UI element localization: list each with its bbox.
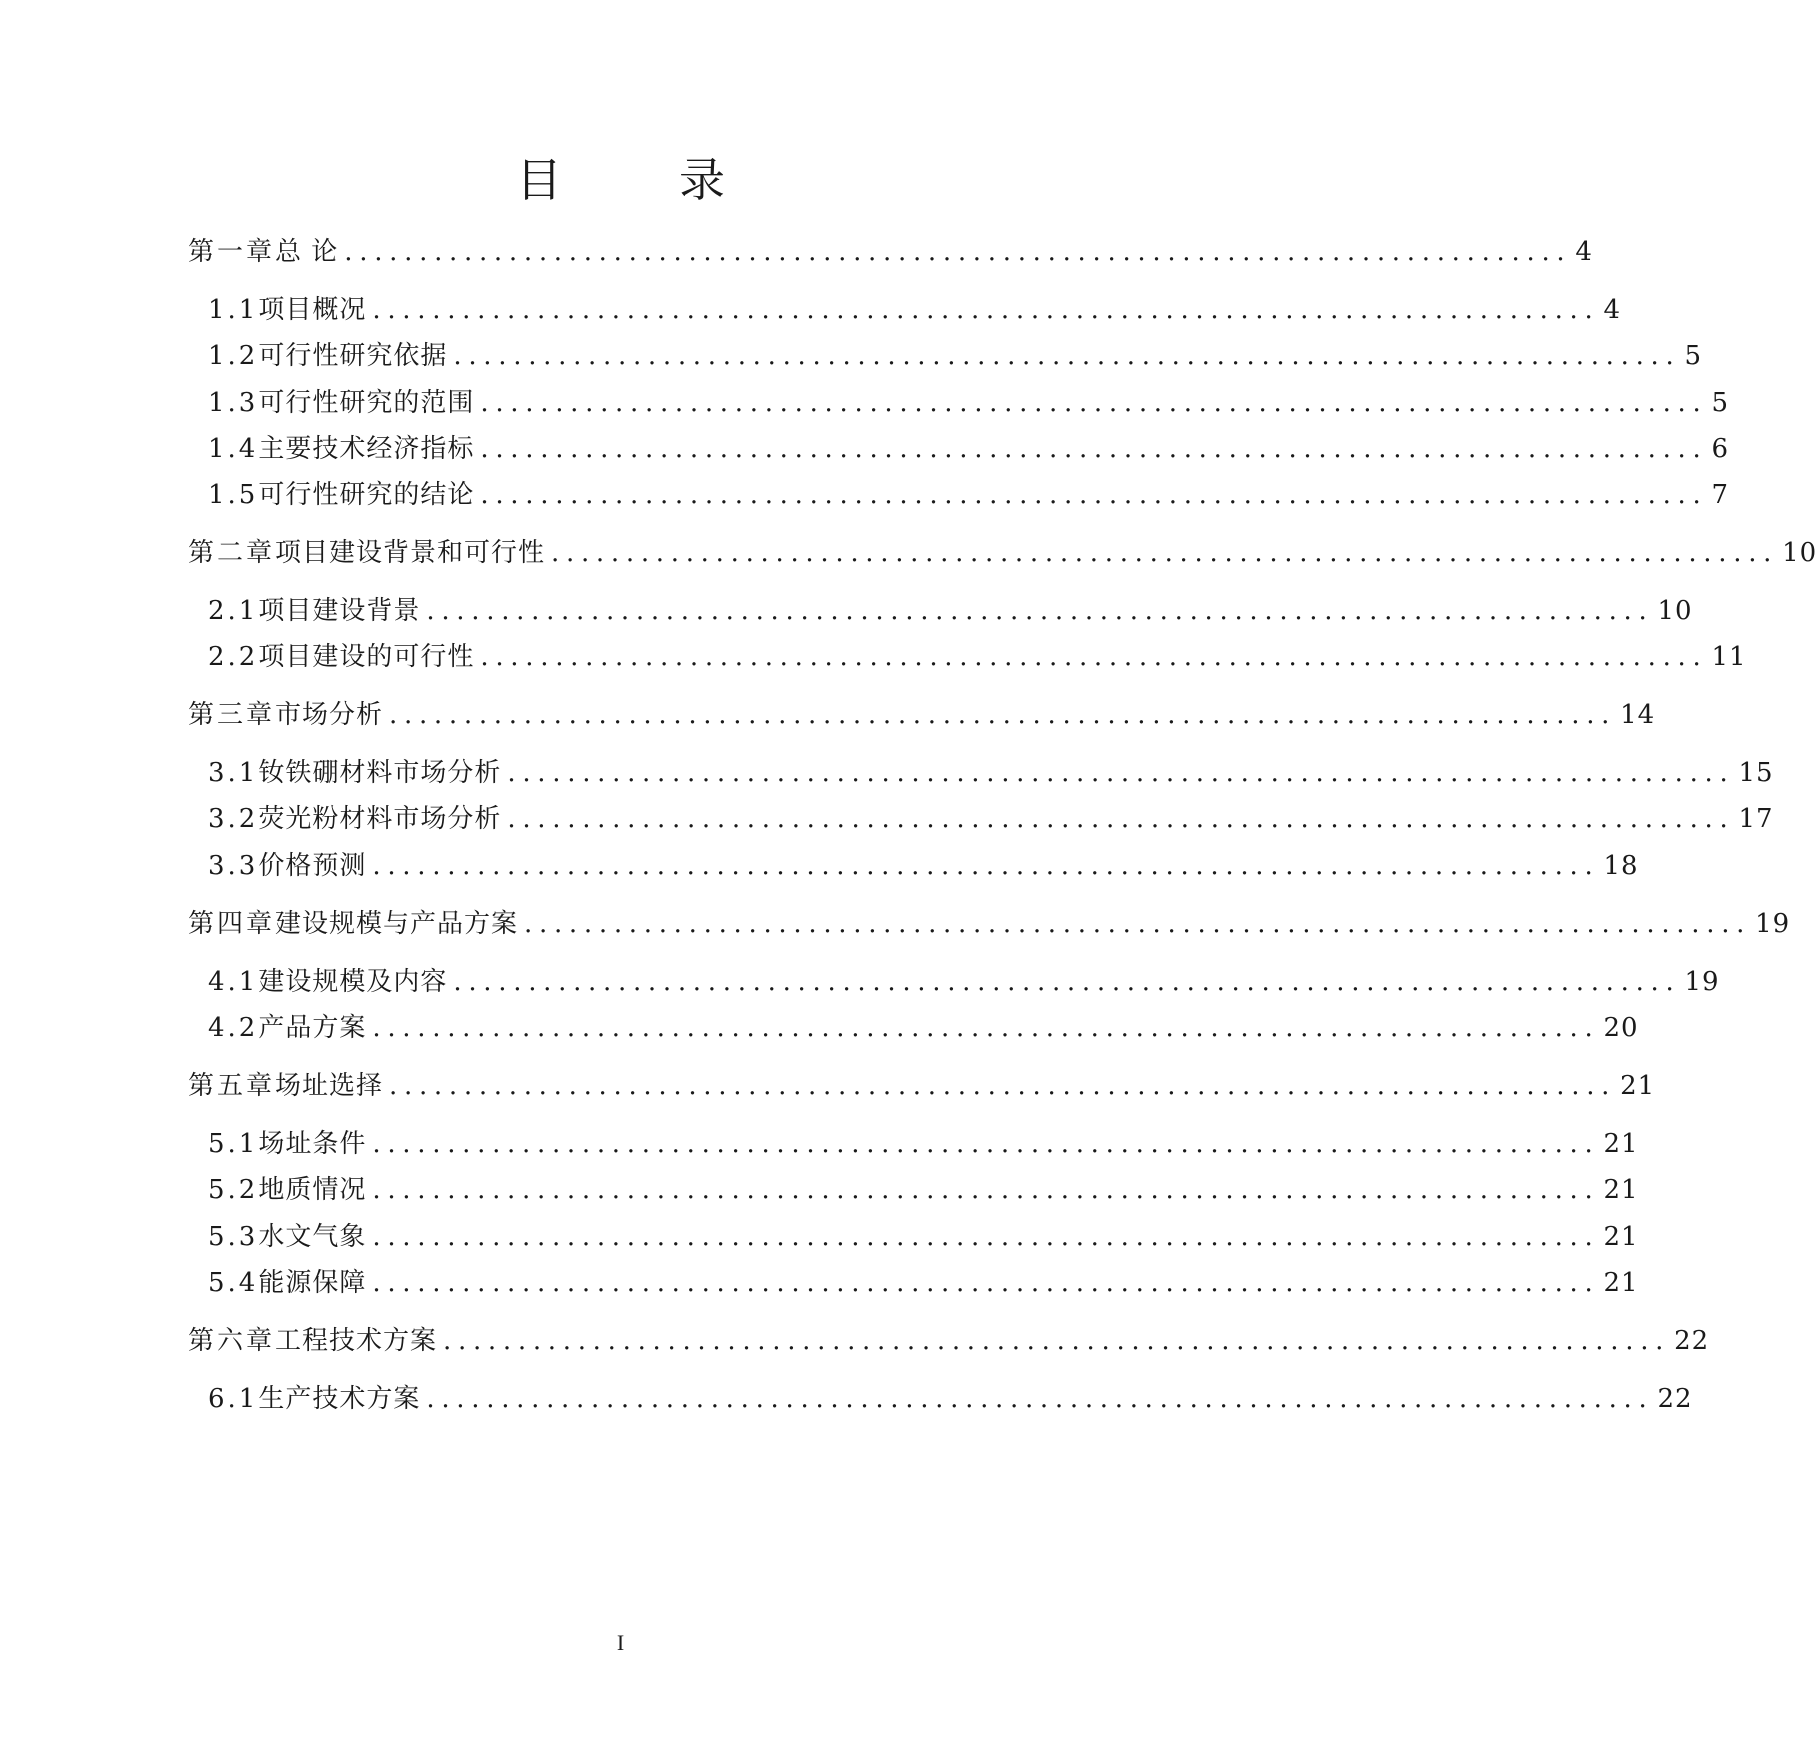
toc-label: 荧光粉材料市场分析 — [258, 804, 502, 834]
toc-page-number: 19 — [1755, 909, 1791, 939]
toc-section-4-1[interactable] — [208, 962, 1720, 1002]
dot-leader: .................................................................................. — [372, 851, 1600, 881]
dot-leader: .................................................................................. — [372, 1129, 1600, 1159]
dot-leader: .................................................................................. — [480, 434, 1708, 464]
toc-page-number: 5 — [1684, 341, 1703, 371]
toc-section-4-2[interactable] — [208, 1008, 1639, 1048]
toc-section-1-3[interactable] — [208, 383, 1730, 423]
toc-chapter-2[interactable] — [188, 533, 1817, 573]
toc-label: 可行性研究依据 — [258, 341, 448, 371]
dot-leader: .................................................................................. — [389, 700, 1617, 730]
toc-page-number: 15 — [1738, 758, 1774, 788]
toc-chapter-3[interactable] — [188, 695, 1656, 735]
toc-section-5-1[interactable] — [208, 1124, 1639, 1164]
toc-section-1-2[interactable] — [208, 336, 1703, 376]
dot-leader: .................................................................................. — [389, 1071, 1617, 1101]
toc-number: 第五章 — [188, 1071, 276, 1101]
dot-leader: .................................................................................. — [372, 295, 1600, 325]
dot-leader: .................................................................................. — [426, 1384, 1654, 1414]
toc-label: 项目建设背景和可行性 — [275, 538, 546, 568]
toc-number: 5.4 — [208, 1268, 259, 1298]
toc-section-1-1[interactable] — [208, 290, 1622, 330]
dot-leader: .................................................................................. — [480, 642, 1708, 672]
toc-chapter-1[interactable] — [188, 232, 1593, 272]
toc-page-number: 7 — [1711, 480, 1730, 510]
toc-page-number: 21 — [1603, 1268, 1639, 1298]
dot-leader: .................................................................................. — [344, 237, 1572, 267]
dot-leader: .................................................................................. — [453, 967, 1681, 997]
toc-chapter-4[interactable] — [188, 904, 1791, 944]
dot-leader: .................................................................................. — [480, 388, 1708, 418]
toc-page-number: 18 — [1603, 851, 1639, 881]
toc-page-number: 20 — [1603, 1013, 1639, 1043]
toc-label: 可行性研究的范围 — [258, 388, 475, 418]
dot-leader: .................................................................................. — [443, 1326, 1671, 1356]
toc-label: 场址选择 — [275, 1071, 384, 1101]
toc-page-number: 14 — [1620, 700, 1656, 730]
dot-leader: .................................................................................. — [524, 909, 1752, 939]
toc-label: 可行性研究的结论 — [258, 480, 475, 510]
toc-label: 价格预测 — [258, 851, 367, 881]
toc-page-number: 4 — [1575, 237, 1593, 267]
toc-number: 5.1 — [208, 1129, 259, 1159]
toc-section-3-3[interactable] — [208, 846, 1639, 886]
toc-section-5-4[interactable] — [208, 1263, 1639, 1303]
toc-label: 场址条件 — [258, 1129, 367, 1159]
toc-page-number: 11 — [1711, 642, 1747, 672]
toc-number: 2.2 — [208, 642, 259, 672]
toc-page-number: 5 — [1711, 388, 1730, 418]
toc-number: 5.2 — [208, 1175, 259, 1205]
dot-leader: .................................................................................. — [551, 538, 1779, 568]
toc-label: 地质情况 — [258, 1175, 367, 1205]
toc-number: 1.5 — [208, 480, 259, 510]
toc-number: 4.1 — [208, 967, 259, 997]
toc-number: 第三章 — [188, 700, 276, 730]
toc-page-number: 10 — [1782, 538, 1817, 568]
toc-label: 能源保障 — [258, 1268, 367, 1298]
toc-page-number: 19 — [1684, 967, 1720, 997]
dot-leader: .................................................................................. — [507, 758, 1735, 788]
toc-section-2-1[interactable] — [208, 591, 1693, 631]
toc-number: 第二章 — [188, 538, 276, 568]
toc-label: 生产技术方案 — [258, 1384, 421, 1414]
toc-label: 建设规模及内容 — [258, 967, 448, 997]
dot-leader: .................................................................................. — [372, 1268, 1600, 1298]
toc-page-number: 21 — [1620, 1071, 1656, 1101]
toc-label: 水文气象 — [258, 1222, 367, 1252]
toc-page-number: 21 — [1603, 1175, 1639, 1205]
toc-section-1-4[interactable] — [208, 429, 1730, 469]
toc-number: 3.1 — [208, 758, 259, 788]
toc-number: 1.2 — [208, 341, 259, 371]
toc-number: 4.2 — [208, 1013, 259, 1043]
toc-section-5-3[interactable] — [208, 1217, 1639, 1257]
toc-label: 市场分析 — [275, 700, 384, 730]
toc-number: 3.2 — [208, 804, 259, 834]
dot-leader: .................................................................................. — [372, 1175, 1600, 1205]
toc-number: 2.1 — [208, 596, 259, 626]
toc-label: 主要技术经济指标 — [258, 434, 475, 464]
toc-number: 1.3 — [208, 388, 259, 418]
toc-number: 3.3 — [208, 851, 259, 881]
dot-leader: .................................................................................. — [426, 596, 1654, 626]
toc-page-number: 22 — [1674, 1326, 1710, 1356]
toc-chapter-6[interactable] — [188, 1321, 1710, 1361]
toc-page-number: 4 — [1603, 295, 1622, 325]
toc-label: 钕铁硼材料市场分析 — [258, 758, 502, 788]
toc-number: 第四章 — [188, 909, 276, 939]
toc-section-1-5[interactable] — [208, 475, 1730, 515]
toc-number: 5.3 — [208, 1222, 259, 1252]
toc-page-number: 21 — [1603, 1222, 1639, 1252]
toc-number: 第六章 — [188, 1326, 276, 1356]
toc-label: 建设规模与产品方案 — [275, 909, 519, 939]
toc-page-number: 10 — [1657, 596, 1693, 626]
dot-leader: .................................................................................. — [507, 804, 1735, 834]
dot-leader: .................................................................................. — [480, 480, 1708, 510]
toc-page-number: 21 — [1603, 1129, 1639, 1159]
toc-page-number: 17 — [1738, 804, 1774, 834]
toc-label: 项目建设的可行性 — [258, 642, 475, 672]
toc-page-number: 22 — [1657, 1384, 1693, 1414]
page-footer-number: I — [616, 1630, 625, 1655]
toc-number: 第一章 — [188, 237, 276, 267]
toc-label: 项目建设背景 — [258, 596, 421, 626]
toc-number: 6.1 — [208, 1384, 259, 1414]
toc-section-2-2[interactable] — [208, 637, 1747, 677]
toc-section-5-2[interactable] — [208, 1170, 1639, 1210]
toc-number: 1.4 — [208, 434, 259, 464]
dot-leader: .................................................................................. — [453, 341, 1681, 371]
toc-label: 工程技术方案 — [275, 1326, 438, 1356]
toc-section-6-1[interactable] — [208, 1379, 1693, 1419]
toc-label: 总 论 — [275, 237, 339, 267]
dot-leader: .................................................................................. — [372, 1013, 1600, 1043]
toc-page-number: 6 — [1711, 434, 1730, 464]
toc-section-3-2[interactable] — [208, 799, 1774, 839]
toc-number: 1.1 — [208, 295, 259, 325]
toc-section-3-1[interactable] — [208, 753, 1774, 793]
toc-title: 目 录 — [516, 153, 725, 207]
toc-chapter-5[interactable] — [188, 1066, 1656, 1106]
toc-label: 项目概况 — [258, 295, 367, 325]
toc-label: 产品方案 — [258, 1013, 367, 1043]
dot-leader: .................................................................................. — [372, 1222, 1600, 1252]
